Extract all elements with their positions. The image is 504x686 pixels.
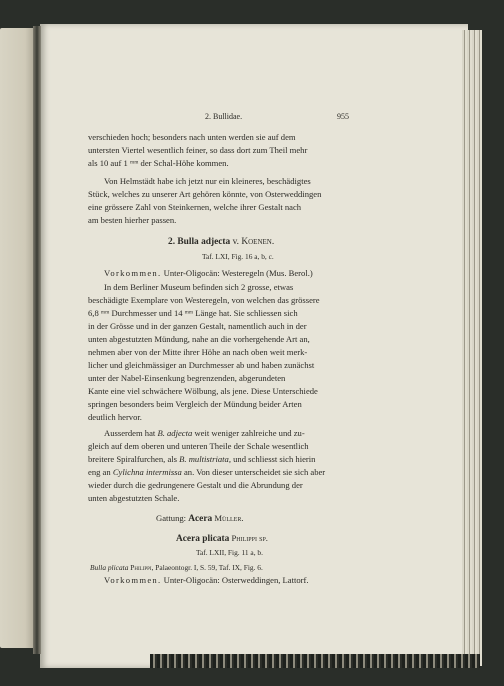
occurrence-line bbox=[104, 575, 309, 585]
text-line: untersten Viertel wesentlich feiner, so dass dort zum Theil mehr bbox=[88, 145, 308, 155]
occurrence-label: Vorkommen. bbox=[104, 575, 162, 585]
species-heading bbox=[168, 237, 274, 247]
page-number: 955 bbox=[337, 112, 349, 121]
text-line: In dem Berliner Museum befinden sich 2 grosse, etwas bbox=[104, 282, 294, 292]
text-line bbox=[104, 428, 305, 438]
text-line: eine grössere Zahl von Steinkernen, welche ihrer Gestalt nach bbox=[88, 202, 302, 212]
left-page-edge bbox=[0, 28, 36, 648]
book-bottom-edge bbox=[150, 654, 480, 668]
text-line: licher und gleichmässiger an Durchmesser ab und haben zunächst bbox=[88, 360, 315, 370]
genus-author: Müller. bbox=[214, 513, 244, 523]
page-edges bbox=[462, 30, 482, 666]
genus-label: Gattung: bbox=[156, 513, 187, 523]
text-line: unten abgestutzten Mündung, nahe an die vorhergehende Art an, bbox=[88, 334, 310, 344]
text-line: wieder durch die gedrungenere Gestalt und die Abrundung der bbox=[88, 480, 303, 490]
species-author: Philippi sp. bbox=[231, 533, 268, 543]
species-italic: B. adjecta bbox=[157, 428, 193, 438]
text-line: in der Grösse und in der ganzen Gestalt, namentlich auch in der bbox=[88, 321, 307, 331]
species-italic: B. multistriata, bbox=[179, 454, 231, 464]
synonym-line bbox=[90, 563, 263, 572]
occurrence-text: Unter-Oligocän: Osterweddingen, Lattorf. bbox=[163, 575, 309, 585]
text-line: als 10 auf 1 ᵐᵐ der Schal-Höhe kommen. bbox=[88, 158, 229, 168]
synonym-author: Philippi, bbox=[130, 563, 154, 572]
genus-heading bbox=[156, 513, 243, 524]
text-span: und schliesst sich hierin bbox=[230, 454, 316, 464]
text-line: deutlich hervor. bbox=[88, 412, 142, 422]
text-span: Ausserdem hat bbox=[104, 428, 158, 438]
text-span: weit weniger zahlreiche und zu- bbox=[192, 428, 305, 438]
text-line: gleich auf dem oberen und unteren Theile der Schale wesentlich bbox=[88, 441, 309, 451]
occurrence-label: Vorkommen. bbox=[104, 268, 162, 278]
text-line: Kante eine viel schwächere Wölbung, als jene. Diese Unterschiede bbox=[88, 386, 318, 396]
plate-reference: Taf. LXI, Fig. 16 a, b, c. bbox=[202, 252, 274, 261]
text-line: verschieden hoch; besonders nach unten werden sie auf dem bbox=[88, 132, 296, 142]
text-line: am besten hierher passen. bbox=[88, 215, 177, 225]
synonym-name: Bulla plicata bbox=[90, 563, 129, 572]
species-name: Acera plicata bbox=[176, 534, 230, 544]
species-heading bbox=[176, 533, 268, 544]
text-line: nehmen aber von der Mitte ihrer Höhe an nach oben weit merk- bbox=[88, 347, 308, 357]
running-header: 2. Bullidae. bbox=[205, 112, 243, 121]
species-number: 2. bbox=[168, 237, 176, 247]
text-line: unter der Nabel-Einsenkung begrenzenden, abgerundeten bbox=[88, 373, 286, 383]
text-line: Von Helmstädt habe ich jetzt nur ein kleineres, beschädigtes bbox=[104, 176, 311, 186]
text-line: unten abgestutzten Schale. bbox=[88, 493, 180, 503]
author-prefix: v. bbox=[232, 237, 240, 247]
plate-reference: Taf. LXII, Fig. 11 a, b. bbox=[196, 548, 263, 557]
species-author: Koenen. bbox=[241, 237, 275, 247]
text-line: Stück, welches zu unserer Art gehören könnte, von Osterweddingen bbox=[88, 189, 322, 199]
species-italic: Cylichna intermissa bbox=[112, 467, 182, 477]
text-line bbox=[88, 467, 325, 477]
text-line: 6,8 ᵐᵐ Durchmesser und 14 ᵐᵐ Länge hat. Sie schliessen sich bbox=[88, 308, 298, 318]
species-name: Bulla adjecta bbox=[177, 237, 231, 247]
synonym-reference: Palaeontogr. I, S. 59, Taf. IX, Fig. 6. bbox=[155, 563, 263, 572]
text-line bbox=[88, 454, 315, 464]
book-gutter bbox=[33, 26, 41, 654]
text-span: an. Von dieser unterscheidet sie sich aber bbox=[181, 467, 326, 477]
occurrence-line bbox=[104, 268, 313, 278]
text-span: eng an bbox=[88, 467, 113, 477]
occurrence-text: Unter-Oligocän: Westeregeln (Mus. Berol.) bbox=[163, 268, 313, 278]
text-line: springen besonders beim Vergleich der Mündung beider Arten bbox=[88, 399, 302, 409]
text-span: breitere Spiralfurchen, als bbox=[88, 454, 180, 464]
genus-name: Acera bbox=[188, 514, 213, 524]
text-line: beschädigte Exemplare von Westeregeln, von welchen das grössere bbox=[88, 295, 320, 305]
